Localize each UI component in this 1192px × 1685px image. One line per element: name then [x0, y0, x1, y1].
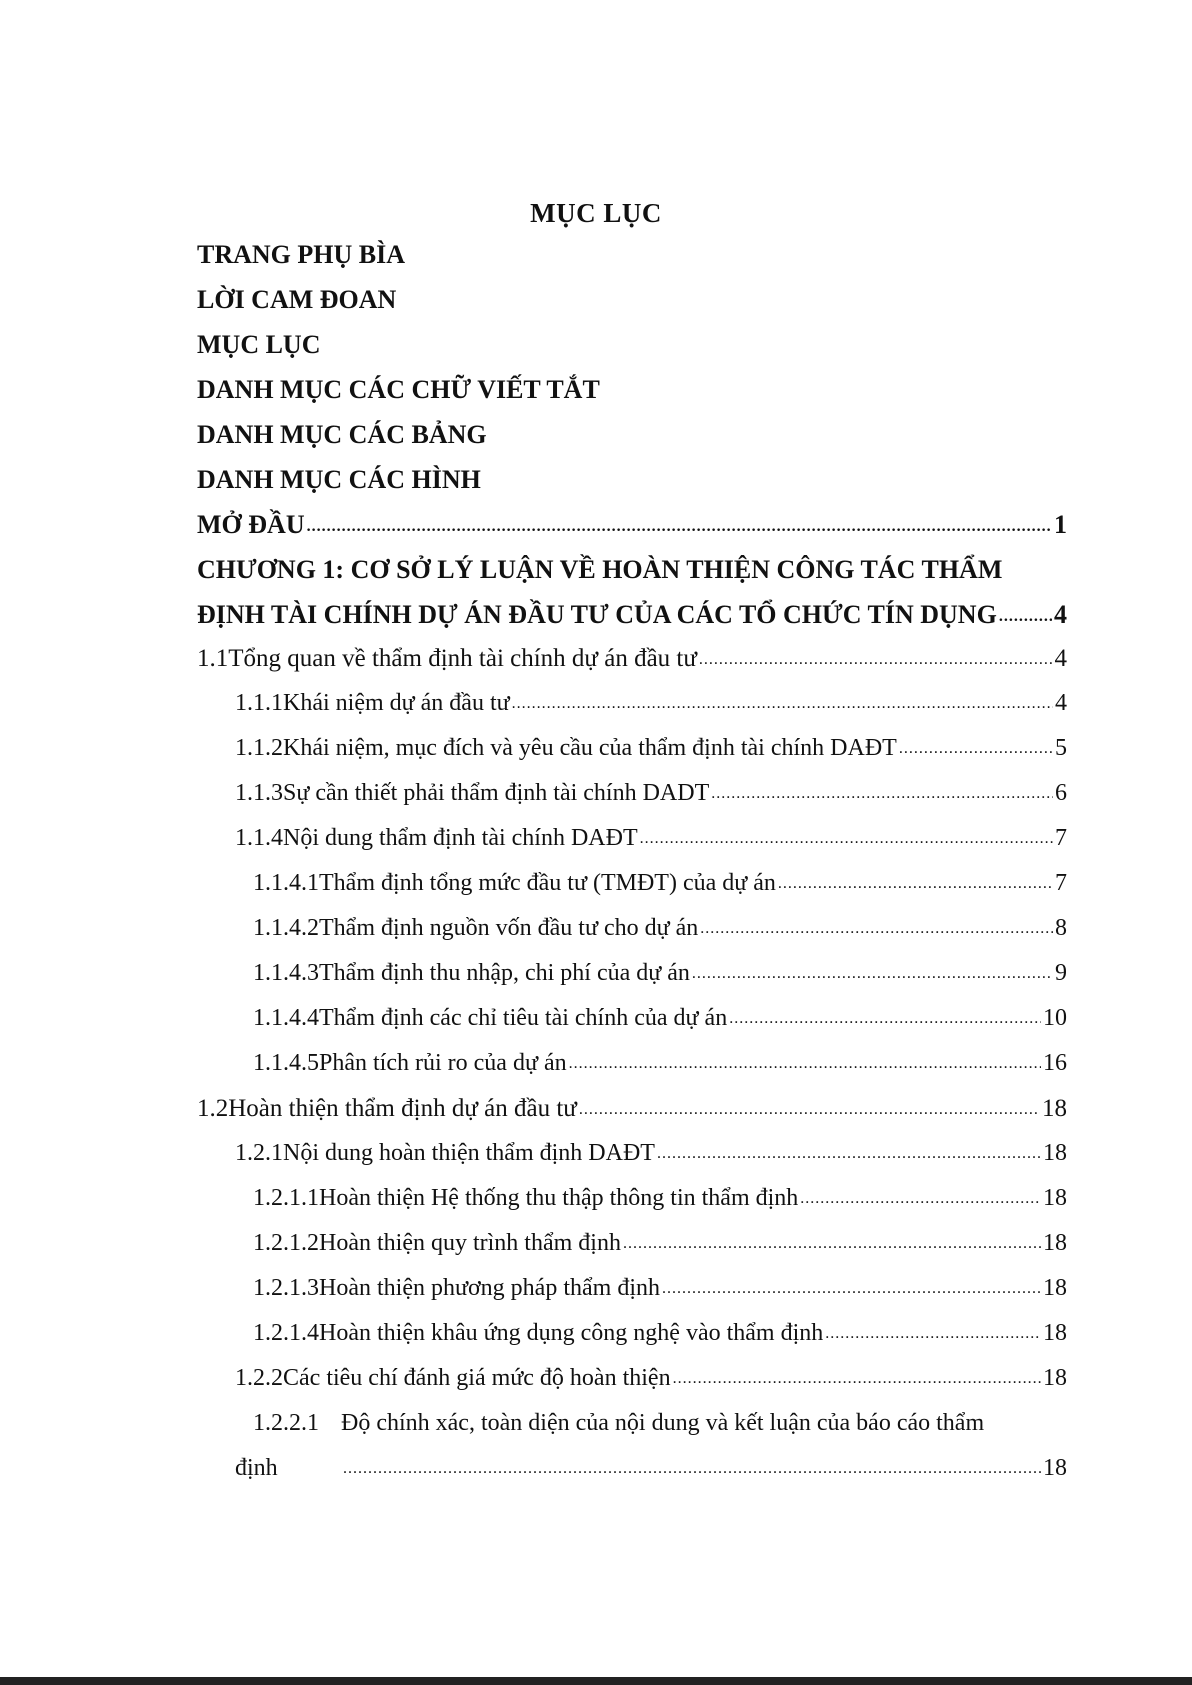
toc-page-number: 9 — [1055, 960, 1067, 986]
toc-page-number: 18 — [1042, 1095, 1067, 1122]
toc-entry[interactable] — [197, 960, 1067, 1005]
toc-entry-text: MỞ ĐẦU — [197, 510, 305, 539]
toc-page-number: 18 — [1043, 1320, 1067, 1346]
toc-page-number: 18 — [1043, 1455, 1067, 1481]
toc-page-number: 18 — [1043, 1230, 1067, 1256]
toc-entry-text: định — [235, 1455, 278, 1481]
toc-entry-number: 1.1 — [197, 645, 229, 672]
toc-entry[interactable] — [197, 825, 1067, 870]
toc-entry[interactable] — [197, 1230, 1067, 1275]
dot-leader — [657, 1145, 1041, 1163]
toc-front-item[interactable] — [197, 420, 1067, 465]
toc-entry-text: Nội dung thẩm định tài chính DAĐT — [283, 825, 638, 851]
toc-entry-text: Thẩm định thu nhập, chi phí của dự án — [319, 960, 690, 986]
dot-leader — [800, 1190, 1041, 1208]
toc-page-number: 7 — [1055, 870, 1067, 896]
toc-entry-number: 1.1.4.1 — [253, 870, 319, 896]
dot-leader — [640, 830, 1053, 848]
toc-entry-number: 1.1.4 — [235, 825, 283, 851]
toc-entry[interactable] — [197, 1095, 1067, 1140]
toc-entry[interactable] — [197, 1140, 1067, 1185]
toc-page-number: 6 — [1055, 780, 1067, 806]
toc-entry-number: 1.1.4.5 — [253, 1050, 319, 1076]
toc-entry-wrapped-line1[interactable] — [197, 1410, 1067, 1455]
toc-entry-number: 1.2 — [197, 1095, 229, 1122]
toc-entry-text: Khái niệm, mục đích và yêu cầu của thẩm định tài chính DAĐT — [283, 735, 897, 761]
toc-intro[interactable] — [197, 510, 1067, 555]
toc-entry-text: ĐỊNH TÀI CHÍNH DỰ ÁN ĐẦU TƯ CỦA CÁC TỔ CHỨC TÍN DỤNG — [197, 600, 997, 629]
toc-entry[interactable] — [197, 1275, 1067, 1320]
dot-leader — [825, 1325, 1041, 1343]
toc-page-number: 8 — [1055, 915, 1067, 941]
toc-chapter-1-line2[interactable] — [197, 600, 1067, 645]
toc-chapter-1-line1[interactable] — [197, 555, 1067, 600]
toc-entry-number: 1.2.1 — [235, 1140, 283, 1166]
toc-entry-number: 1.2.2 — [235, 1365, 283, 1391]
toc-front-label: DANH MỤC CÁC HÌNH — [197, 465, 481, 494]
toc-entry-text: Tổng quan về thẩm định tài chính dự án đầu tư — [228, 645, 697, 672]
toc-page-number: 18 — [1043, 1275, 1067, 1301]
toc-entry[interactable] — [197, 780, 1067, 825]
toc-front-label: TRANG PHỤ BÌA — [197, 240, 406, 269]
toc-entry-text: Độ chính xác, toàn diện của nội dung và kết luận của báo cáo thẩm — [341, 1410, 985, 1436]
dot-leader — [692, 965, 1053, 983]
page-title: MỤC LỤC — [530, 198, 662, 228]
toc-entry-number: 1.2.1.4 — [253, 1320, 319, 1346]
toc-entry-text: Khái niệm dự án đầu tư — [283, 690, 510, 716]
toc-entry-number: 1.1.3 — [235, 780, 283, 806]
dot-leader — [899, 740, 1053, 758]
toc-page-number: 10 — [1043, 1005, 1067, 1031]
toc-entry-number: 1.1.1 — [235, 690, 283, 716]
dot-leader — [711, 785, 1053, 803]
toc-front-item[interactable] — [197, 240, 1067, 285]
toc-front-label: DANH MỤC CÁC BẢNG — [197, 420, 487, 449]
toc-entry-text: Nội dung hoàn thiện thẩm định DAĐT — [283, 1140, 655, 1166]
toc-entry[interactable] — [197, 870, 1067, 915]
toc-entry-number: 1.2.1.1 — [253, 1185, 319, 1211]
toc-entry-number: 1.1.4.2 — [253, 915, 319, 941]
toc-entry[interactable] — [197, 1320, 1067, 1365]
toc-front-item[interactable] — [197, 330, 1067, 375]
toc-entry-text: Phân tích rủi ro của dự án — [319, 1050, 567, 1076]
table-of-contents — [197, 240, 1067, 1500]
toc-entry-text: Thẩm định các chỉ tiêu tài chính của dự án — [319, 1005, 728, 1031]
toc-entry[interactable] — [197, 915, 1067, 960]
toc-entry[interactable] — [197, 735, 1067, 780]
toc-entry-text: Thẩm định tổng mức đầu tư (TMĐT) của dự án — [319, 870, 776, 896]
dot-leader — [343, 1460, 1041, 1478]
toc-page-number: 4 — [1054, 645, 1067, 672]
toc-entry-text: Hoàn thiện Hệ thống thu thập thông tin thẩm định — [319, 1185, 799, 1211]
toc-entry-number: 1.2.1.3 — [253, 1275, 319, 1301]
toc-entry-text: Sự cần thiết phải thẩm định tài chính DADT — [283, 780, 710, 806]
dot-leader — [307, 518, 1052, 536]
toc-entry-number: 1.2.2.1 — [253, 1410, 319, 1436]
toc-entry[interactable] — [197, 1365, 1067, 1410]
toc-entry-text: Hoàn thiện thẩm định dự án đầu tư — [228, 1095, 577, 1122]
toc-entry-text: Các tiêu chí đánh giá mức độ hoàn thiện — [283, 1365, 671, 1391]
dot-leader — [569, 1055, 1041, 1073]
toc-page-number: 7 — [1055, 825, 1067, 851]
dot-leader — [673, 1370, 1041, 1388]
toc-entry[interactable] — [197, 645, 1067, 690]
toc-page-number: 5 — [1055, 735, 1067, 761]
toc-page-number: 4 — [1054, 600, 1067, 629]
toc-entry[interactable] — [197, 1005, 1067, 1050]
toc-entry-number: 1.1.2 — [235, 735, 283, 761]
toc-entry[interactable] — [197, 1185, 1067, 1230]
toc-entry-number: 1.2.1.2 — [253, 1230, 319, 1256]
toc-entry-text: CHƯƠNG 1: CƠ SỞ LÝ LUẬN VỀ HOÀN THIỆN CÔNG TÁC THẨM — [197, 555, 1003, 584]
dot-leader — [729, 1010, 1041, 1028]
toc-front-label: MỤC LỤC — [197, 330, 321, 359]
toc-front-label: DANH MỤC CÁC CHỮ VIẾT TẮT — [197, 375, 600, 404]
dot-leader — [512, 695, 1053, 713]
toc-entry-number: 1.1.4.4 — [253, 1005, 319, 1031]
toc-page-number: 18 — [1043, 1185, 1067, 1211]
toc-page-number: 4 — [1055, 690, 1067, 716]
dot-leader — [999, 608, 1052, 626]
toc-entry-text: Hoàn thiện quy trình thẩm định — [319, 1230, 621, 1256]
dot-leader — [623, 1235, 1041, 1253]
toc-entry[interactable] — [197, 1050, 1067, 1095]
toc-entry-text: Thẩm định nguồn vốn đầu tư cho dự án — [319, 915, 699, 941]
toc-entry-text: Hoàn thiện khâu ứng dụng công nghệ vào thẩm định — [319, 1320, 824, 1346]
toc-front-item[interactable] — [197, 285, 1067, 330]
toc-entry[interactable] — [197, 690, 1067, 735]
dot-leader — [662, 1280, 1041, 1298]
toc-page-number: 18 — [1043, 1365, 1067, 1391]
page-bottom-border — [0, 1677, 1192, 1685]
toc-front-label: LỜI CAM ĐOAN — [197, 285, 397, 314]
toc-entry-wrapped-line2[interactable] — [197, 1455, 1067, 1500]
dot-leader — [700, 920, 1053, 938]
toc-entry-number: 1.1.4.3 — [253, 960, 319, 986]
dot-leader — [699, 651, 1053, 669]
dot-leader — [778, 875, 1053, 893]
toc-page-number: 18 — [1043, 1140, 1067, 1166]
toc-front-item[interactable] — [197, 375, 1067, 420]
toc-page-number: 16 — [1043, 1050, 1067, 1076]
toc-page-number: 1 — [1054, 510, 1067, 539]
dot-leader — [579, 1101, 1040, 1119]
toc-entry-text: Hoàn thiện phương pháp thẩm định — [319, 1275, 660, 1301]
toc-front-item[interactable] — [197, 465, 1067, 510]
